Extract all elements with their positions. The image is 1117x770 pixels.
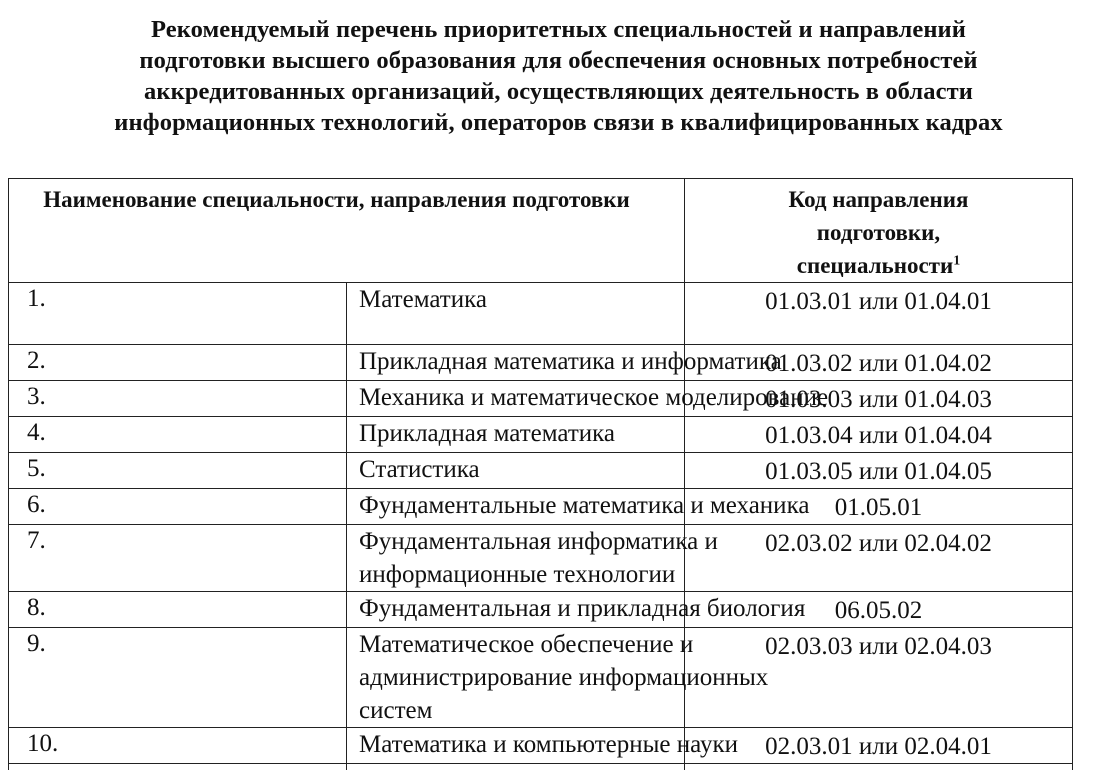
specialty-name-cell xyxy=(347,345,782,381)
specialty-name-line: систем xyxy=(359,697,433,724)
specialty-code: 01.03.05 или 01.04.05 xyxy=(765,458,992,485)
specialty-code-cell xyxy=(685,283,1073,345)
footnote-marker: 1 xyxy=(953,253,961,269)
row-number-cell xyxy=(9,345,347,381)
row-number-cell xyxy=(9,489,347,525)
specialty-name-line: Математическое обеспечение и xyxy=(359,631,694,658)
specialty-name-line: Статистика xyxy=(359,456,480,483)
table-row xyxy=(9,489,1073,525)
title-line: подготовки высшего образования для обеспечения основных потребностей xyxy=(139,47,978,74)
specialty-code: 02.03.02 или 02.04.02 xyxy=(765,530,992,557)
row-number-cell xyxy=(9,417,347,453)
title-line: аккредитованных организаций, осуществляющих деятельность в области xyxy=(144,78,973,105)
specialty-code-cell xyxy=(685,525,1073,592)
specialty-name-line: Механика и математическое моделирование xyxy=(359,384,829,411)
specialty-name-cell xyxy=(347,525,718,592)
table-row xyxy=(9,628,1073,728)
specialty-name-cell xyxy=(347,381,829,417)
specialty-code: 01.05.01 xyxy=(834,494,923,521)
specialty-name-line: информационные технологии xyxy=(359,561,676,588)
specialty-name-cell xyxy=(347,628,769,728)
specialty-name-cell xyxy=(347,283,685,345)
specialty-code: 01.03.03 или 01.04.03 xyxy=(765,386,992,413)
table-row xyxy=(9,345,1073,381)
specialty-name-line: Фундаментальная информатика и xyxy=(359,528,718,555)
title-line: информационных технологий, операторов связи в квалифицированных кадрах xyxy=(114,109,1003,136)
table-row xyxy=(9,381,1073,417)
specialty-code-cell xyxy=(685,453,1073,489)
specialty-code: 02.03.01 или 02.04.01 xyxy=(765,733,992,760)
row-number-cell xyxy=(9,283,347,345)
table-row xyxy=(9,525,1073,592)
header-name-cell xyxy=(9,179,685,283)
row-number: 9. xyxy=(27,630,46,657)
specialty-name-line: администрирование информационных xyxy=(359,664,769,691)
specialty-name-line: Фундаментальная и прикладная биология xyxy=(359,595,806,622)
specialty-code: 02.03.03 или 02.04.03 xyxy=(765,633,992,660)
specialty-name-line: Математика и компьютерные науки xyxy=(359,731,738,758)
header-name-text: Наименование специальности, направления подготовки xyxy=(43,187,630,212)
specialty-code: 01.03.02 или 01.04.02 xyxy=(765,350,992,377)
truncated-cell xyxy=(9,764,347,770)
table-row xyxy=(9,728,1073,764)
row-number: 1. xyxy=(27,285,46,312)
table-row-truncated xyxy=(9,764,1073,770)
row-number-cell xyxy=(9,728,347,764)
row-number: 5. xyxy=(27,455,46,482)
row-number-cell xyxy=(9,525,347,592)
specialty-name-line: Прикладная математика xyxy=(359,420,615,447)
title-line: Рекомендуемый перечень приоритетных специальностей и направлений xyxy=(151,16,966,43)
specialty-name-cell xyxy=(347,728,738,764)
specialty-name-cell xyxy=(347,417,685,453)
specialty-name-cell xyxy=(347,453,685,489)
table-row xyxy=(9,453,1073,489)
specialty-code: 06.05.02 xyxy=(834,597,923,624)
row-number: 10. xyxy=(27,730,59,757)
truncated-cell xyxy=(685,764,1073,770)
document-title xyxy=(20,14,1097,138)
table-row xyxy=(9,283,1073,345)
specialty-code-cell xyxy=(685,417,1073,453)
specialty-name-line: Математика xyxy=(359,286,487,313)
specialty-name-line: Фундаментальные математика и механика xyxy=(359,492,810,519)
row-number-cell xyxy=(9,453,347,489)
specialty-code: 01.03.04 или 01.04.04 xyxy=(765,422,992,449)
specialties-table xyxy=(8,178,1073,770)
specialty-name-cell xyxy=(347,592,806,628)
row-number: 6. xyxy=(27,491,46,518)
header-code-cell xyxy=(685,179,1073,283)
specialty-code: 01.03.01 или 01.04.01 xyxy=(765,288,992,315)
row-number: 2. xyxy=(27,347,46,374)
table-row xyxy=(9,592,1073,628)
specialty-name-line: Прикладная математика и информатика xyxy=(359,348,782,375)
row-number-cell xyxy=(9,381,347,417)
specialty-name-cell xyxy=(347,489,810,525)
row-number-cell xyxy=(9,592,347,628)
header-code-text: Код направления подготовки, специальности xyxy=(788,187,969,278)
row-number: 4. xyxy=(27,419,46,446)
table-header-row xyxy=(9,179,1073,283)
row-number: 3. xyxy=(27,383,46,410)
truncated-cell xyxy=(347,764,685,770)
row-number: 8. xyxy=(27,594,46,621)
row-number: 7. xyxy=(27,527,46,554)
row-number-cell xyxy=(9,628,347,728)
table-row xyxy=(9,417,1073,453)
specialty-code-cell xyxy=(685,728,1073,764)
